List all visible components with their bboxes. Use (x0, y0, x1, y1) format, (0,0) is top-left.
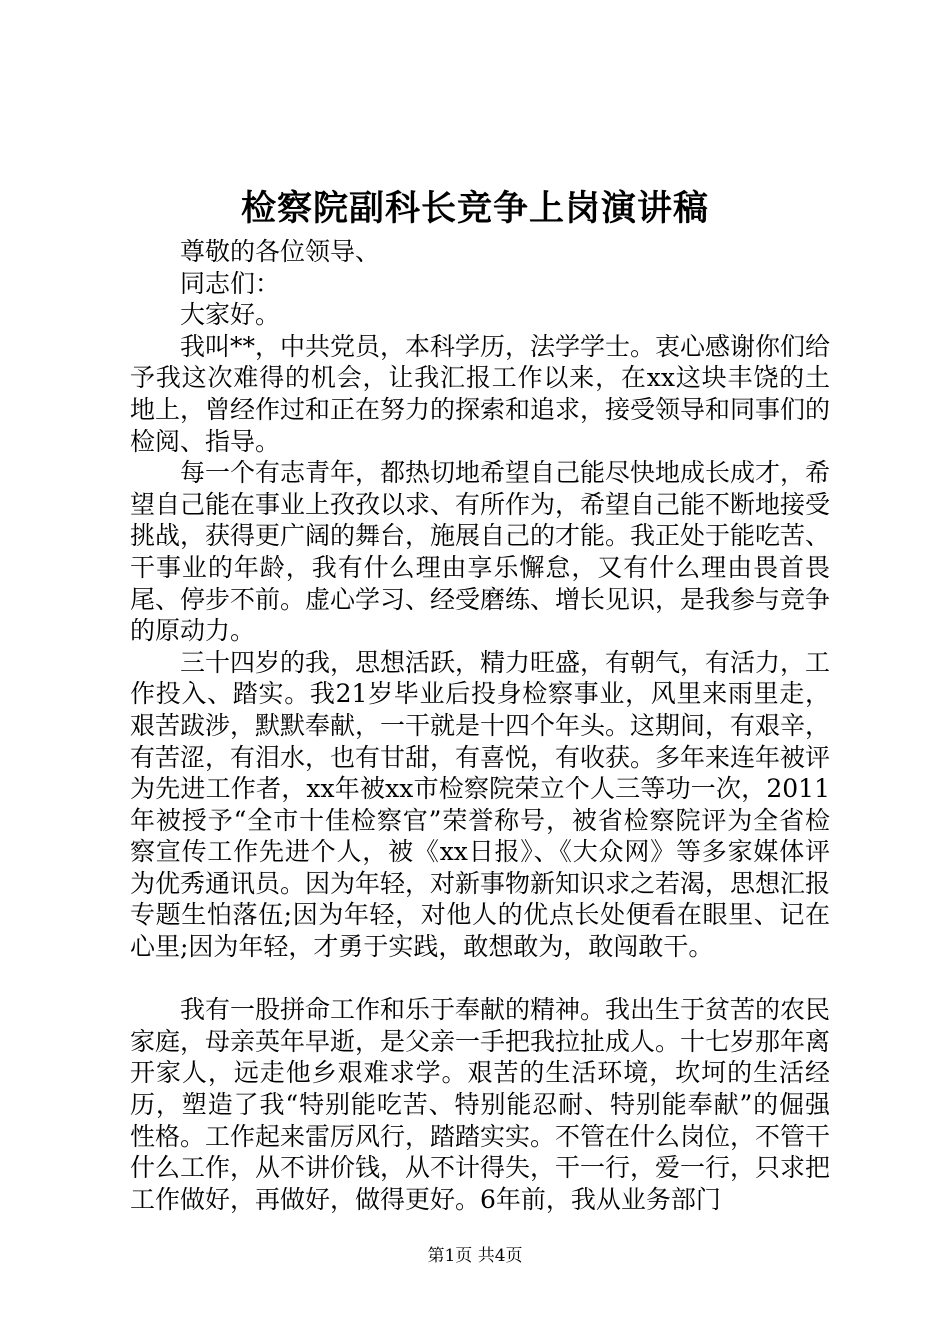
body-paragraph: 三十四岁的我，思想活跃，精力旺盛，有朝气，有活力，工作投入、踏实。我21岁毕业后投身检察事业，风里来雨里走，艰苦跋涉，默默奉献，一干就是十四个年头。这期间，有艰辛，有苦涩，有泪水，也有甘甜，有喜悦，有收获。多年来连年被评为先进工作者，xx年被xx市检察院荣立个人三等功一次，2011年被授予“全市十佳检察官”荣誉称号，被省检察院评为全省检察宣传工作先进个人，被《xx日报》、《大众网》等多家媒体评为优秀通讯员。因为年轻，对新事物新知识求之若渴，思想汇报专题生怕落伍;因为年轻，对他人的优点长处便看在眼里、记在心里;因为年轻，才勇于实践，敢想敢为，敢闯敢干。 (130, 647, 831, 962)
greeting-line: 大家好。 (180, 300, 281, 330)
salutation-line: 同志们： (180, 268, 281, 298)
body-paragraph: 每一个有志青年，都热切地希望自己能尽快地成长成才，希望自己能在事业上孜孜以求、有所作为，希望自己能不断地接受挑战，获得更广阔的舞台，施展自己的才能。我正处于能吃苦、干事业的年龄，我有什么理由享乐懈怠，又有什么理由畏首畏尾、停步不前。虚心学习、经受磨练、增长见识，是我参与竞争的原动力。 (130, 458, 831, 646)
salutation-line: 尊敬的各位领导、 (180, 237, 381, 266)
body-paragraph: 我有一股拼命工作和乐于奉献的精神。我出生于贫苦的农民家庭，母亲英年早逝，是父亲一手把我拉扯成人。十七岁那年离开家人，远走他乡艰难求学。艰苦的生活环境，坎坷的生活经历，塑造了我“特别能吃苦、特别能忍耐、特别能奉献”的倔强性格。工作起来雷厉风行，踏踏实实。不管在什么岗位，不管干什么工作，从不讲价钱，从不计得失，干一行，爱一行，只求把工作做好，再做好，做得更好。6年前，我从业务部门 (130, 995, 831, 1214)
body-paragraph: 我叫**，中共党员，本科学历，法学学士。衷心感谢你们给予我这次难得的机会，让我汇报工作以来，在xx这块丰饶的土地上，曾经作过和正在努力的探索和追求，接受领导和同事们的检阅、指导。 (130, 331, 831, 456)
document-body (130, 236, 830, 1215)
document-title: 检察院副科长竞争上岗演讲稿 (240, 188, 709, 229)
page-footer: 第1页 共4页 (427, 1246, 523, 1266)
